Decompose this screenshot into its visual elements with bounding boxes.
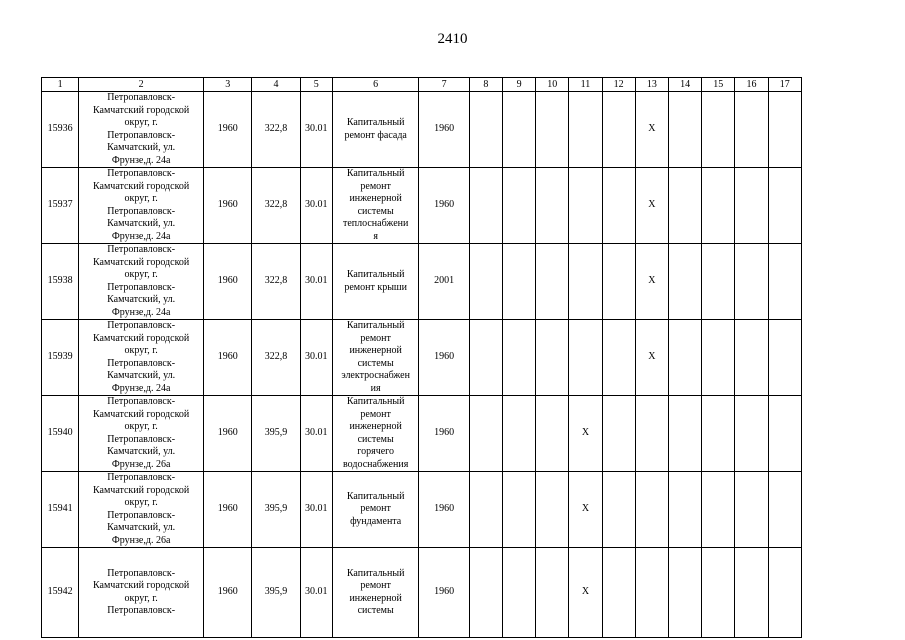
- empty-cell: [668, 320, 701, 396]
- work-type-cell-line: системы: [357, 205, 394, 217]
- page-number: 2410: [437, 31, 468, 47]
- address-cell-line: Петропавловск-: [107, 281, 176, 293]
- empty-cell: [768, 92, 801, 168]
- mark-cell: X: [635, 244, 668, 320]
- address-cell-line: Петропавловск-: [107, 396, 176, 407]
- mark-cell: X: [569, 472, 602, 548]
- empty-cell: [469, 244, 502, 320]
- row-number-cell: 15938: [42, 244, 79, 320]
- address-cell-line: Петропавловск-: [107, 357, 176, 369]
- column-header-13: 13: [635, 78, 668, 92]
- year-second-cell: 2001: [419, 244, 469, 320]
- area-cell: 395,9: [252, 472, 300, 548]
- work-type-cell-line: инженерной: [349, 345, 402, 356]
- year-second-cell: 1960: [419, 320, 469, 396]
- address-cell-line: округ, г.: [124, 193, 158, 204]
- year-cell: 1960: [204, 320, 252, 396]
- work-type-cell-line: инженерной: [349, 592, 402, 604]
- work-type-cell-line: ремонт: [360, 408, 391, 420]
- area-cell: 395,9: [252, 548, 300, 638]
- area-cell: 322,8: [252, 92, 300, 168]
- empty-cell: [735, 244, 768, 320]
- row-number-cell: 15939: [42, 320, 79, 396]
- empty-cell: [702, 244, 735, 320]
- address-cell-line: округ, г.: [124, 421, 158, 432]
- empty-cell: [469, 320, 502, 396]
- address-cell-line: Камчатский городской: [92, 332, 190, 344]
- empty-cell: [735, 168, 768, 244]
- empty-cell: [602, 548, 635, 638]
- empty-cell: [668, 168, 701, 244]
- address-cell-line: Фрунзе,д. 26а: [111, 458, 171, 470]
- empty-cell: [536, 396, 569, 472]
- work-type-cell-line: Капитальный: [346, 567, 405, 579]
- address-cell-line: Петропавловск-: [107, 567, 176, 579]
- address-cell-line: Фрунзе,д. 26а: [111, 534, 171, 546]
- address-cell-line: Камчатский городской: [92, 180, 190, 192]
- address-cell-line: Камчатский, ул.: [107, 218, 176, 229]
- work-type-cell-line: ремонт: [360, 332, 391, 344]
- empty-cell: [735, 548, 768, 638]
- empty-cell: [768, 472, 801, 548]
- address-cell: [79, 548, 204, 638]
- column-header-14: 14: [668, 78, 701, 92]
- work-type-cell-line: Капитальный: [346, 168, 405, 179]
- empty-cell: [469, 92, 502, 168]
- address-cell-line: Камчатский городской: [92, 408, 190, 420]
- empty-cell: [735, 472, 768, 548]
- table-row: [42, 92, 802, 168]
- empty-cell: [702, 396, 735, 472]
- column-header-5: 5: [300, 78, 332, 92]
- empty-cell: [702, 92, 735, 168]
- year-cell: 1960: [204, 92, 252, 168]
- code-cell: 30.01: [300, 396, 332, 472]
- empty-cell: [536, 92, 569, 168]
- address-cell-line: Петропавловск-: [107, 320, 176, 331]
- work-type-cell-line: ия: [370, 382, 381, 394]
- address-cell-line: Фрунзе,д. 24а: [111, 382, 171, 394]
- address-cell-line: Камчатский городской: [92, 484, 190, 496]
- work-type-cell-line: инженерной: [349, 421, 402, 432]
- address-cell-line: Камчатский городской: [92, 104, 190, 116]
- table-body: [42, 92, 802, 638]
- empty-cell: [702, 472, 735, 548]
- area-cell: 322,8: [252, 168, 300, 244]
- address-cell: [79, 472, 204, 548]
- empty-cell: [635, 548, 668, 638]
- table-row: [42, 168, 802, 244]
- address-cell-line: Камчатский городской: [92, 256, 190, 268]
- work-type-cell-line: Капитальный: [346, 320, 405, 331]
- address-cell-line: Петропавловск-: [107, 244, 176, 255]
- empty-cell: [469, 168, 502, 244]
- mark-cell: X: [569, 548, 602, 638]
- work-type-cell: [332, 548, 419, 638]
- mark-cell: X: [635, 92, 668, 168]
- work-type-cell: [332, 168, 419, 244]
- header-row: [42, 78, 802, 92]
- column-header-10: 10: [536, 78, 569, 92]
- empty-cell: [668, 548, 701, 638]
- empty-cell: [569, 92, 602, 168]
- work-type-cell-line: Капитальный: [346, 396, 405, 407]
- empty-cell: [602, 320, 635, 396]
- column-header-11: 11: [569, 78, 602, 92]
- work-type-cell: [332, 472, 419, 548]
- empty-cell: [569, 168, 602, 244]
- empty-cell: [602, 396, 635, 472]
- address-cell-line: Камчатский, ул.: [107, 446, 176, 457]
- empty-cell: [502, 548, 535, 638]
- address-cell-line: округ, г.: [124, 117, 158, 128]
- code-cell: 30.01: [300, 548, 332, 638]
- empty-cell: [536, 244, 569, 320]
- column-header-4: 4: [252, 78, 300, 92]
- empty-cell: [735, 320, 768, 396]
- column-header-6: 6: [332, 78, 419, 92]
- empty-cell: [702, 320, 735, 396]
- address-cell-line: Камчатский, ул.: [107, 370, 176, 381]
- year-cell: 1960: [204, 472, 252, 548]
- address-cell-line: Камчатский, ул.: [107, 294, 176, 305]
- work-type-cell-line: ремонт: [360, 580, 391, 591]
- year-second-cell: 1960: [419, 396, 469, 472]
- address-cell-line: Фрунзе,д. 24а: [111, 230, 171, 242]
- mark-cell: X: [635, 320, 668, 396]
- address-cell: [79, 168, 204, 244]
- address-cell-line: Петропавловск-: [107, 472, 176, 483]
- column-header-9: 9: [502, 78, 535, 92]
- work-type-cell-line: Капитальный: [346, 269, 405, 280]
- mark-cell: X: [635, 168, 668, 244]
- empty-cell: [502, 168, 535, 244]
- column-header-16: 16: [735, 78, 768, 92]
- row-number-cell: 15940: [42, 396, 79, 472]
- work-type-cell-line: системы: [357, 357, 394, 369]
- work-type-cell-line: теплоснабжени: [342, 218, 409, 229]
- table-row: [42, 472, 802, 548]
- column-header-2: 2: [79, 78, 204, 92]
- code-cell: 30.01: [300, 320, 332, 396]
- row-number-cell: 15937: [42, 168, 79, 244]
- empty-cell: [536, 472, 569, 548]
- empty-cell: [469, 548, 502, 638]
- work-type-cell-line: горячего: [357, 446, 395, 457]
- empty-cell: [768, 320, 801, 396]
- work-type-cell-line: инженерной: [349, 193, 402, 204]
- empty-cell: [502, 472, 535, 548]
- empty-cell: [569, 244, 602, 320]
- row-number-cell: 15942: [42, 548, 79, 638]
- empty-cell: [469, 396, 502, 472]
- empty-cell: [635, 472, 668, 548]
- empty-cell: [768, 244, 801, 320]
- empty-cell: [768, 168, 801, 244]
- year-second-cell: 1960: [419, 548, 469, 638]
- mark-cell: X: [569, 396, 602, 472]
- address-cell-line: округ, г.: [124, 592, 158, 604]
- work-type-cell-line: ремонт: [360, 503, 391, 515]
- address-cell-line: Камчатский, ул.: [107, 522, 176, 533]
- table-row: [42, 548, 802, 638]
- address-cell-line: Петропавловск-: [107, 92, 176, 103]
- column-header-7: 7: [419, 78, 469, 92]
- empty-cell: [602, 168, 635, 244]
- work-type-cell-line: ремонт фасада: [344, 129, 407, 141]
- empty-cell: [602, 92, 635, 168]
- address-cell-line: округ, г.: [124, 345, 158, 356]
- empty-cell: [502, 320, 535, 396]
- column-header-3: 3: [204, 78, 252, 92]
- year-second-cell: 1960: [419, 472, 469, 548]
- year-second-cell: 1960: [419, 92, 469, 168]
- address-cell-line: Фрунзе,д. 24а: [111, 154, 171, 166]
- address-cell-line: Фрунзе,д. 24а: [111, 306, 171, 318]
- work-type-cell-line: системы: [357, 433, 394, 445]
- empty-cell: [536, 320, 569, 396]
- work-type-cell-line: Капитальный: [346, 490, 405, 502]
- data-table: [41, 77, 802, 638]
- work-type-cell: [332, 92, 419, 168]
- empty-cell: [735, 92, 768, 168]
- area-cell: 322,8: [252, 320, 300, 396]
- empty-cell: [502, 244, 535, 320]
- work-type-cell: [332, 396, 419, 472]
- code-cell: 30.01: [300, 168, 332, 244]
- area-cell: 395,9: [252, 396, 300, 472]
- column-header-17: 17: [768, 78, 801, 92]
- address-cell: [79, 320, 204, 396]
- work-type-cell-line: ремонт крыши: [344, 281, 407, 293]
- year-second-cell: 1960: [419, 168, 469, 244]
- address-cell-line: Камчатский городской: [92, 580, 190, 591]
- work-type-cell-line: Капитальный: [346, 117, 405, 128]
- work-type-cell: [332, 320, 419, 396]
- address-cell: [79, 244, 204, 320]
- address-cell-line: Петропавловск-: [107, 509, 176, 521]
- code-cell: 30.01: [300, 244, 332, 320]
- row-number-cell: 15941: [42, 472, 79, 548]
- address-cell-line: Камчатский, ул.: [107, 142, 176, 153]
- work-type-cell-line: ремонт: [360, 180, 391, 192]
- empty-cell: [536, 168, 569, 244]
- empty-cell: [602, 244, 635, 320]
- empty-cell: [768, 548, 801, 638]
- column-header-12: 12: [602, 78, 635, 92]
- year-cell: 1960: [204, 548, 252, 638]
- address-cell-line: Петропавловск-: [107, 168, 176, 179]
- address-cell-line: округ, г.: [124, 269, 158, 280]
- work-type-cell-line: я: [373, 230, 378, 242]
- empty-cell: [668, 396, 701, 472]
- address-cell-line: Петропавловск-: [107, 433, 176, 445]
- table-header: [42, 78, 802, 92]
- empty-cell: [735, 396, 768, 472]
- address-cell-line: округ, г.: [124, 497, 158, 508]
- work-type-cell-line: водоснабжения: [343, 458, 409, 470]
- table-row: [42, 396, 802, 472]
- empty-cell: [668, 92, 701, 168]
- empty-cell: [569, 320, 602, 396]
- column-header-1: 1: [42, 78, 79, 92]
- empty-cell: [469, 472, 502, 548]
- code-cell: 30.01: [300, 472, 332, 548]
- empty-cell: [668, 244, 701, 320]
- empty-cell: [635, 396, 668, 472]
- work-type-cell-line: фундамента: [350, 515, 402, 527]
- address-cell: [79, 92, 204, 168]
- empty-cell: [502, 92, 535, 168]
- empty-cell: [702, 168, 735, 244]
- empty-cell: [536, 548, 569, 638]
- empty-cell: [702, 548, 735, 638]
- code-cell: 30.01: [300, 92, 332, 168]
- column-header-8: 8: [469, 78, 502, 92]
- empty-cell: [502, 396, 535, 472]
- table-row: [42, 244, 802, 320]
- address-cell: [79, 396, 204, 472]
- area-cell: 322,8: [252, 244, 300, 320]
- work-type-cell: [332, 244, 419, 320]
- year-cell: 1960: [204, 396, 252, 472]
- address-cell-line: Петропавловск-: [107, 129, 176, 141]
- table-row: [42, 320, 802, 396]
- empty-cell: [602, 472, 635, 548]
- address-cell-line: Петропавловск-: [107, 205, 176, 217]
- column-header-15: 15: [702, 78, 735, 92]
- table-container: [41, 77, 802, 616]
- work-type-cell-line: системы: [357, 605, 394, 616]
- year-cell: 1960: [204, 168, 252, 244]
- address-cell-line: Петропавловск-: [107, 605, 176, 616]
- row-number-cell: 15936: [42, 92, 79, 168]
- work-type-cell-line: электроснабжен: [341, 370, 410, 381]
- year-cell: 1960: [204, 244, 252, 320]
- empty-cell: [768, 396, 801, 472]
- empty-cell: [668, 472, 701, 548]
